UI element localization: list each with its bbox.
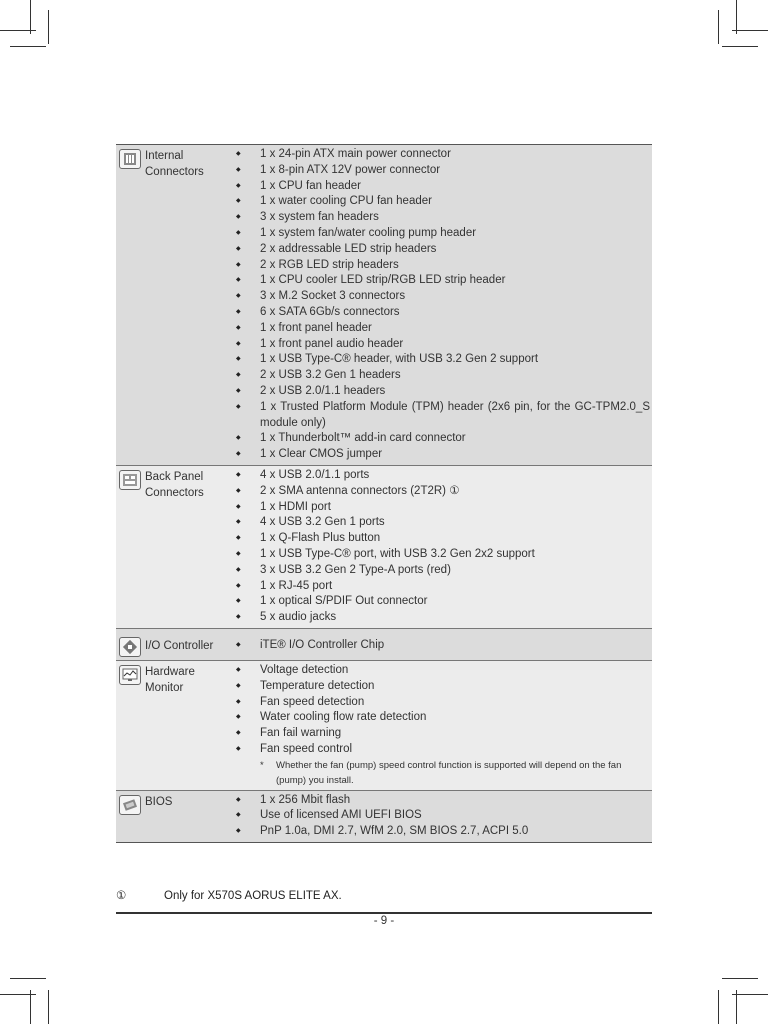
spec-row-hardware-monitor — [116, 660, 652, 790]
crop-mark — [10, 978, 46, 979]
spec-item: ◆ 1 x HDMI port — [232, 500, 650, 516]
spec-item: ◆ 5 x audio jacks — [232, 610, 650, 626]
spec-item: ◆ 3 x USB 3.2 Gen 2 Type-A ports (red) — [232, 563, 650, 579]
spec-item: ◆ Fan speed detection — [232, 695, 650, 711]
crop-mark — [732, 30, 768, 31]
crop-mark — [722, 46, 758, 47]
spec-item: ◆ 1 x system fan/water cooling pump header — [232, 226, 650, 242]
spec-item: ◆ iTE® I/O Controller Chip — [232, 638, 650, 654]
spec-item: ◆ 1 x CPU cooler LED strip/RGB LED strip header — [232, 273, 650, 289]
spec-category-label: Internal Connectors — [145, 150, 204, 178]
spec-item-list — [232, 791, 652, 842]
spec-category-label: Back Panel Connectors — [145, 470, 204, 499]
spec-item: ◆ 1 x Trusted Platform Module (TPM) header (2x6 pin, for the GC-TPM2.0_S module only) — [232, 400, 650, 432]
page-footer-rule — [116, 912, 652, 914]
spec-item: ◆ 1 x 24-pin ATX main power connector — [232, 147, 650, 163]
crop-mark — [0, 30, 36, 31]
spec-category — [116, 791, 232, 842]
spec-item: ◆ 1 x CPU fan header — [232, 179, 650, 195]
crop-mark — [722, 978, 758, 979]
spec-item: ◆ 1 x water cooling CPU fan header — [232, 194, 650, 210]
spec-category — [116, 661, 232, 790]
crop-mark — [30, 0, 31, 34]
spec-category-label: BIOS — [145, 795, 173, 808]
spec-row-internal-connectors — [116, 145, 652, 465]
spec-item: ◆ 1 x USB Type-C® header, with USB 3.2 Gen 2 support — [232, 352, 650, 368]
spec-row-bios — [116, 790, 652, 842]
spec-item: ◆ 1 x RJ-45 port — [232, 579, 650, 595]
spec-item: ◆ Fan speed control — [232, 742, 650, 758]
note-text: Whether the fan (pump) speed control function is supported will depend on the fan (pump) you install. — [276, 759, 622, 786]
spec-item: ◆ 1 x optical S/PDIF Out connector — [232, 594, 650, 610]
back-panel-icon — [119, 470, 141, 490]
spec-category-label: Hardware Monitor — [145, 665, 195, 694]
footnote-text: Only for X570S AORUS ELITE AX. — [164, 890, 342, 902]
spec-item: ◆ 6 x SATA 6Gb/s connectors — [232, 305, 650, 321]
spec-item: ◆ 1 x 256 Mbit flash — [232, 793, 650, 809]
spec-item-list — [232, 661, 652, 790]
spec-item: ◆ 4 x USB 3.2 Gen 1 ports — [232, 515, 650, 531]
spec-row-io-controller — [116, 628, 652, 660]
spec-item: ◆ 2 x SMA antenna connectors (2T2R) ① — [232, 484, 650, 500]
spec-item: ◆ 2 x RGB LED strip headers — [232, 258, 650, 274]
footnote — [116, 888, 342, 902]
spec-item: ◆ Water cooling flow rate detection — [232, 710, 650, 726]
page-number: - 9 - — [373, 915, 395, 927]
spec-item: ◆ Temperature detection — [232, 679, 650, 695]
crop-mark — [732, 994, 768, 995]
spec-item: ◆ 1 x Q-Flash Plus button — [232, 531, 650, 547]
spec-table — [116, 144, 652, 843]
crop-mark — [10, 46, 46, 47]
monitor-icon — [119, 665, 141, 685]
spec-note — [232, 758, 650, 788]
spec-item: ◆ Voltage detection — [232, 663, 650, 679]
spec-item: ◆ 2 x USB 2.0/1.1 headers — [232, 384, 650, 400]
spec-item: ◆ Use of licensed AMI UEFI BIOS — [232, 808, 650, 824]
crop-mark — [30, 990, 31, 1024]
crop-mark — [48, 10, 49, 44]
spec-item: ◆ 3 x system fan headers — [232, 210, 650, 226]
bios-chip-icon — [119, 795, 141, 815]
io-chip-icon — [119, 637, 141, 657]
crop-mark — [718, 10, 719, 44]
footnote-mark: ① — [116, 890, 127, 902]
spec-item-list — [232, 466, 652, 628]
spec-category — [116, 145, 232, 465]
spec-item: ◆ 4 x USB 2.0/1.1 ports — [232, 468, 650, 484]
spec-item: ◆ 1 x Clear CMOS jumper — [232, 447, 650, 463]
spec-category — [116, 466, 232, 628]
crop-mark — [718, 990, 719, 1024]
spec-category — [116, 633, 232, 657]
spec-item: ◆ 1 x Thunderbolt™ add-in card connector — [232, 431, 650, 447]
crop-mark — [736, 0, 737, 34]
spec-item: ◆ PnP 1.0a, DMI 2.7, WfM 2.0, SM BIOS 2.7, ACPI 5.0 — [232, 824, 650, 840]
crop-mark — [0, 994, 36, 995]
spec-item: ◆ 1 x 8-pin ATX 12V power connector — [232, 163, 650, 179]
spec-category-label: I/O Controller — [145, 640, 214, 653]
spec-row-back-panel-connectors — [116, 465, 652, 628]
crop-mark — [736, 990, 737, 1024]
spec-item: ◆ Fan fail warning — [232, 726, 650, 742]
crop-mark — [48, 990, 49, 1024]
spec-item: ◆ 2 x addressable LED strip headers — [232, 242, 650, 258]
spec-item-list — [232, 145, 652, 465]
spec-item: ◆ 2 x USB 3.2 Gen 1 headers — [232, 368, 650, 384]
internal-connector-icon — [119, 149, 141, 169]
spec-item: ◆ 1 x front panel audio header — [232, 337, 650, 353]
spec-item: ◆ 1 x USB Type-C® port, with USB 3.2 Gen 2x2 support — [232, 547, 650, 563]
spec-item-list — [232, 633, 652, 657]
spec-item: ◆ 3 x M.2 Socket 3 connectors — [232, 289, 650, 305]
note-asterisk: * — [260, 759, 264, 771]
spec-item: ◆ 1 x front panel header — [232, 321, 650, 337]
